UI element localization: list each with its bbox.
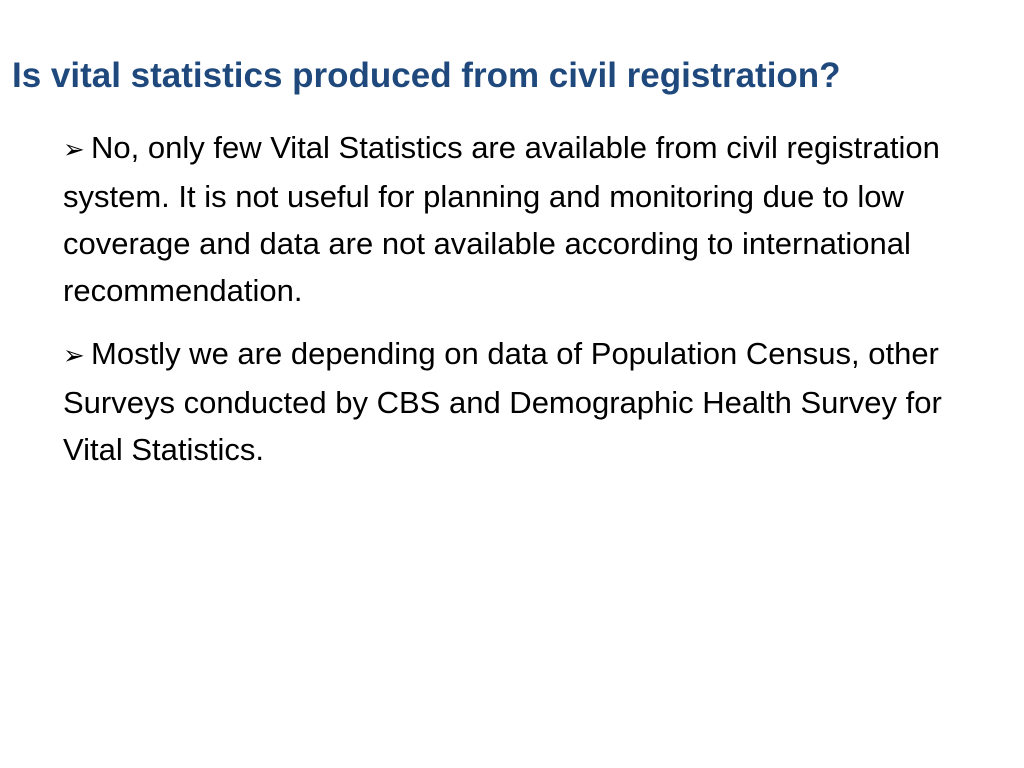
slide-title: Is vital statistics produced from civil registration? [12, 56, 841, 95]
arrow-bullet-icon: ➢ [63, 340, 85, 370]
bullet-item [63, 330, 963, 473]
bullet-text: Mostly we are depending on data of Population Census, other Surveys conducted by CBS and Demographic Health Survey for Vital Statistics. [63, 336, 942, 467]
bullet-item [63, 124, 963, 314]
bullet-list [63, 124, 963, 489]
arrow-bullet-icon: ➢ [63, 134, 85, 164]
bullet-text: No, only few Vital Statistics are available from civil registration system. It is not useful for planning and monitoring due to low coverage and data are not available according to international recommendation. [63, 130, 940, 308]
